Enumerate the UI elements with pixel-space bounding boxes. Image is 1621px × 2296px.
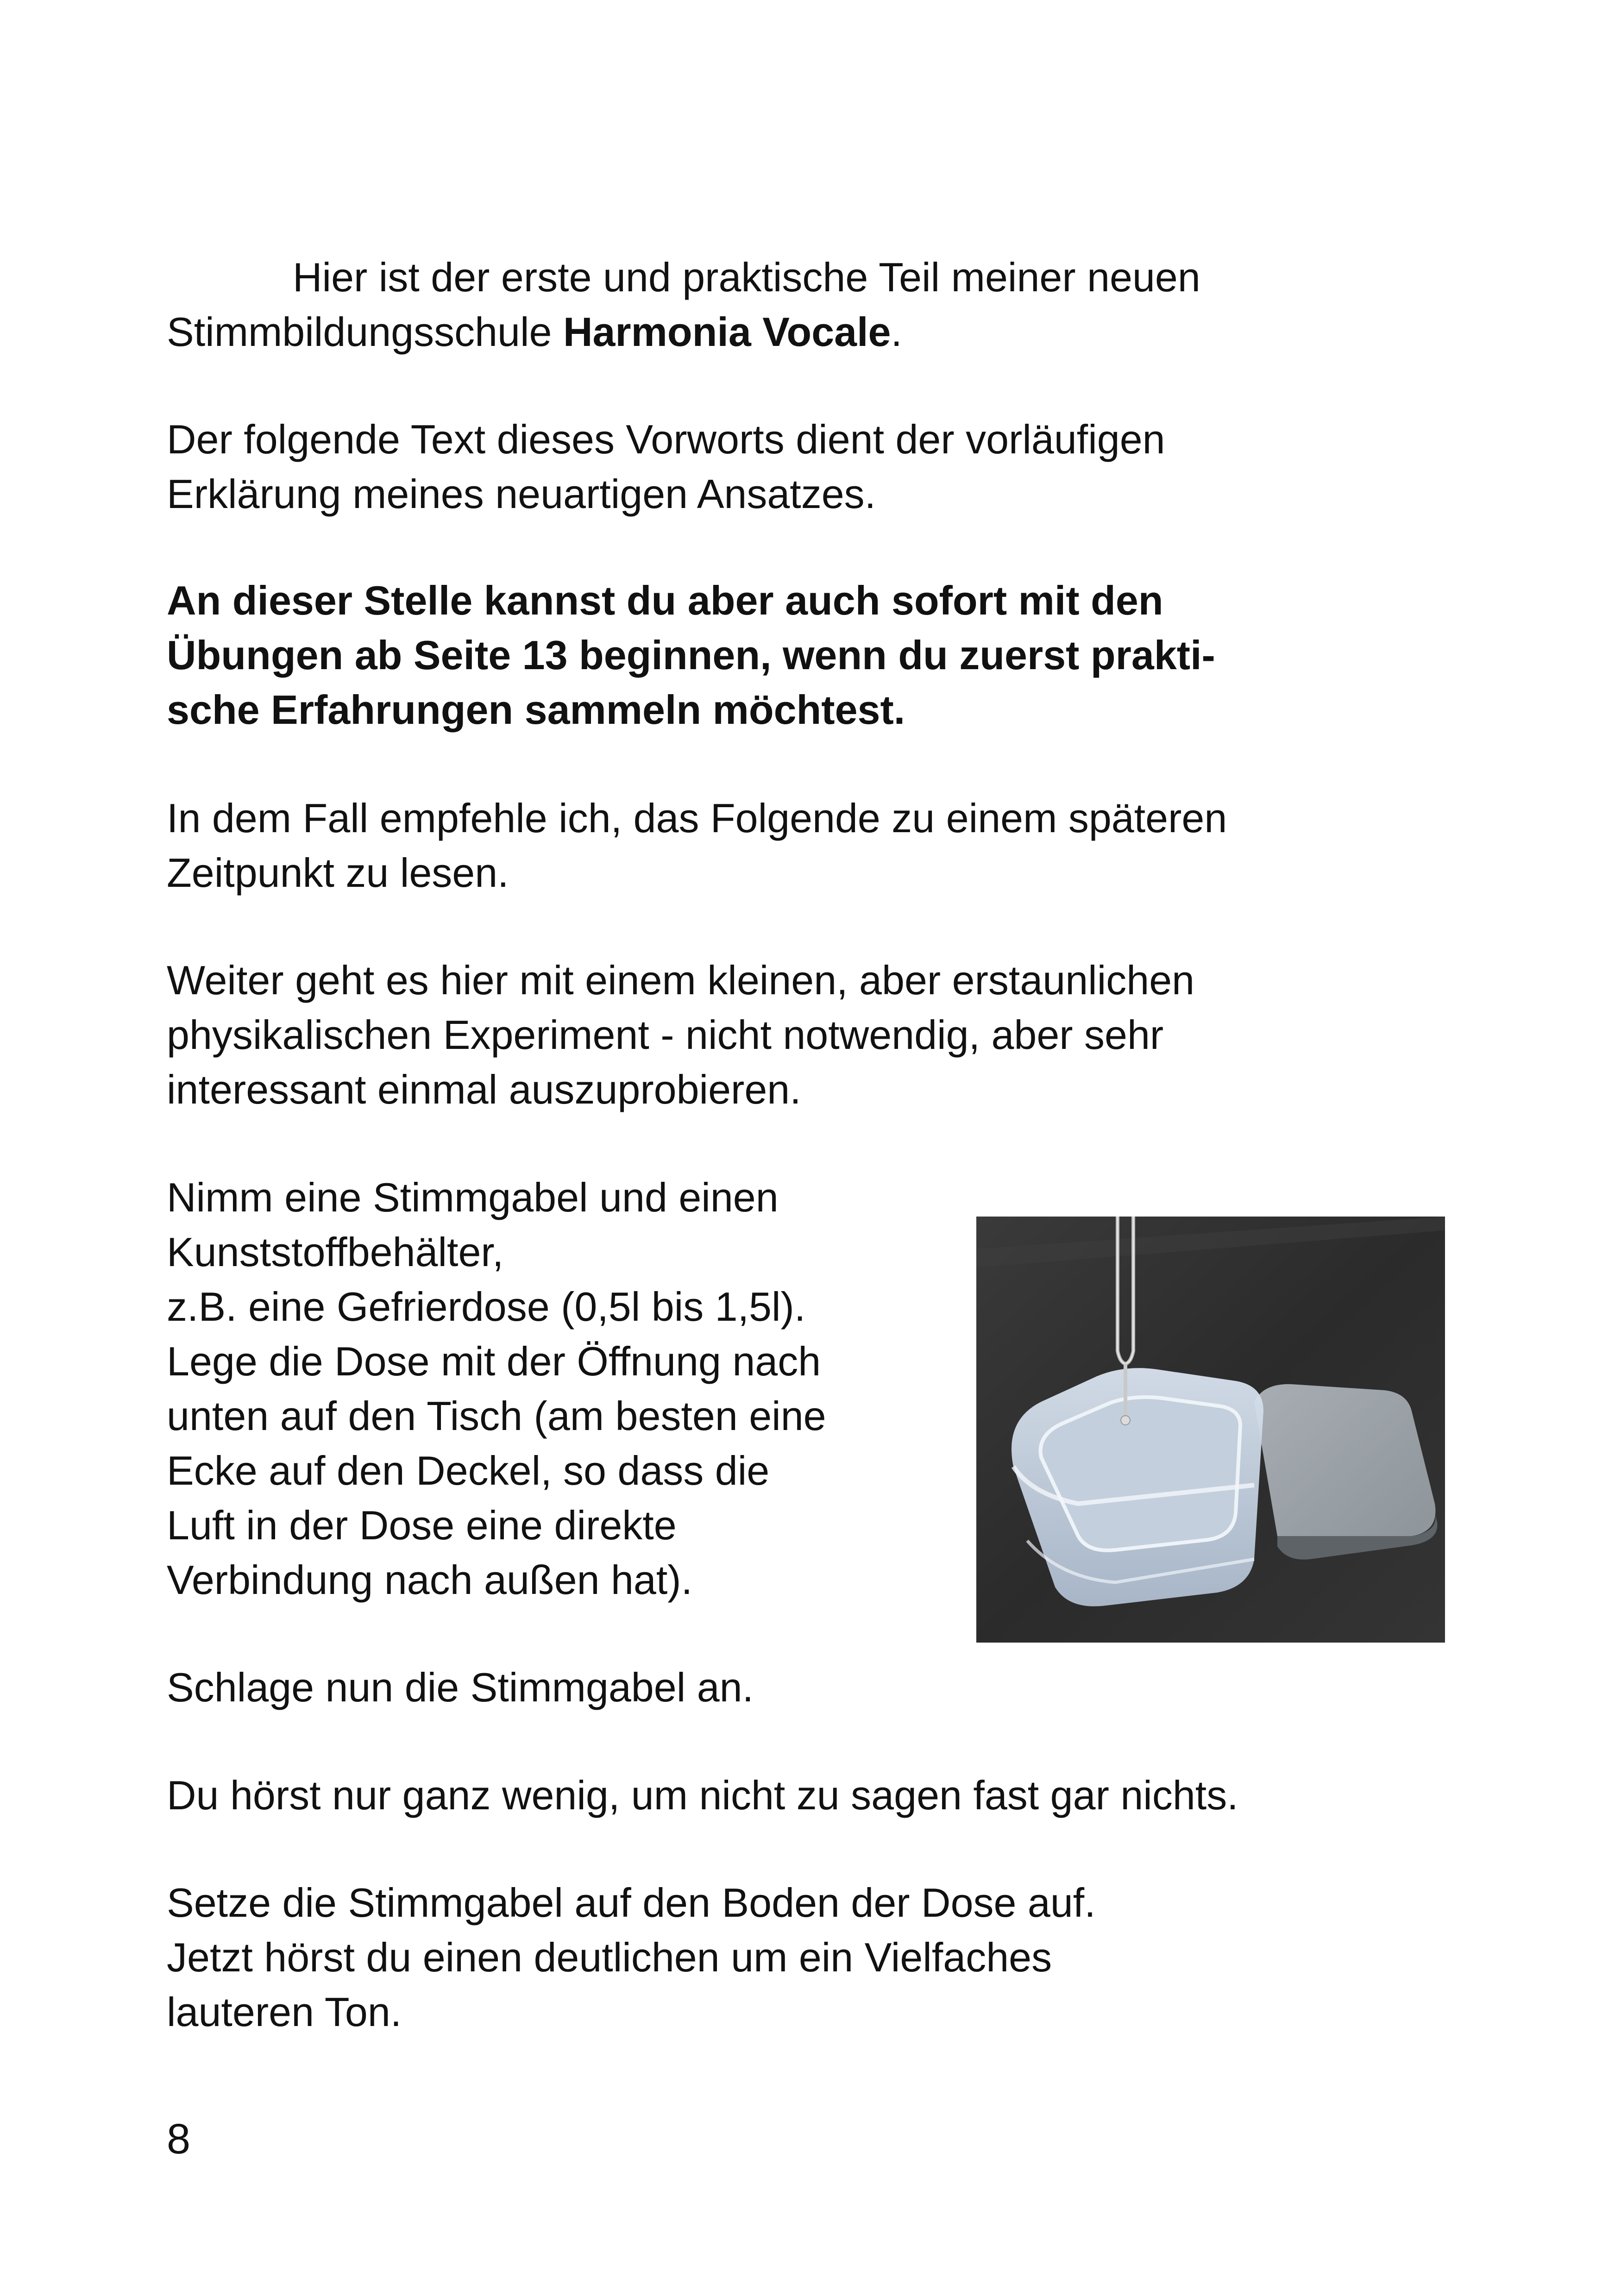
page-number: 8 <box>167 2115 191 2163</box>
intro-line-2: Stimmbildungsschule Harmonia Vocale. <box>167 309 902 355</box>
para6-line-6: Ecke auf den Deckel, so dass die <box>167 1448 770 1493</box>
para2-line-2: Erklärung meines neuartigen Ansatzes. <box>167 471 876 517</box>
para5-line-1: Weiter geht es hier mit einem kleinen, aber erstaunlichen <box>167 957 1195 1003</box>
para5-line-2: physikalischen Experiment - nicht notwendig, aber sehr <box>167 1012 1164 1058</box>
para6-line-5: unten auf den Tisch (am besten eine <box>167 1393 826 1439</box>
intro-line-1: Hier ist der erste und praktische Teil meiner neuen <box>293 254 1200 300</box>
book-title: Harmonia Vocale <box>563 309 891 355</box>
para6-line-1: Nimm eine Stimmgabel und einen <box>167 1174 779 1220</box>
para3-line-1: An dieser Stelle kannst du aber auch sofort mit den <box>167 577 1163 623</box>
para9-line-3: lauteren Ton. <box>167 1989 402 2035</box>
para9-line-2: Jetzt hörst du einen deutlichen um ein Vielfaches <box>167 1934 1052 1980</box>
para4-line-1: In dem Fall empfehle ich, das Folgende zu einem späteren <box>167 795 1227 841</box>
para6-line-7: Luft in der Dose eine direkte <box>167 1502 677 1548</box>
para6-line-3: z.B. eine Gefrierdose (0,5l bis 1,5l). <box>167 1284 806 1330</box>
para6-line-2: Kunststoffbehälter, <box>167 1229 504 1275</box>
para4-line-2: Zeitpunkt zu lesen. <box>167 850 509 896</box>
para3-line-2: Übungen ab Seite 13 beginnen, wenn du zuerst prakti- <box>167 632 1215 678</box>
para5-line-3: interessant einmal auszuprobieren. <box>167 1066 801 1112</box>
para3-line-3: sche Erfahrungen sammeln möchtest. <box>167 687 905 733</box>
para8-line-1: Du hörst nur ganz wenig, um nicht zu sagen fast gar nichts. <box>167 1772 1238 1818</box>
para7-line-1: Schlage nun die Stimmgabel an. <box>167 1664 754 1710</box>
para2-line-1: Der folgende Text dieses Vorworts dient der vorläufigen <box>167 416 1165 462</box>
para6-line-8: Verbindung nach außen hat). <box>167 1557 693 1603</box>
para9-line-1: Setze die Stimmgabel auf den Boden der Dose auf. <box>167 1880 1096 1926</box>
para6-line-4: Lege die Dose mit der Öffnung nach <box>167 1338 821 1384</box>
tuning-fork-photo <box>976 1217 1445 1643</box>
